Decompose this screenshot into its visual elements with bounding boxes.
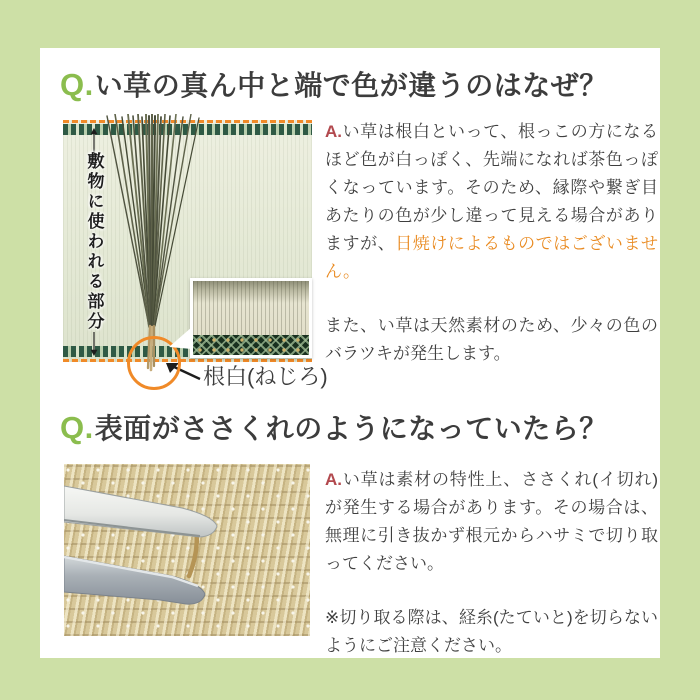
inset-diamond-border bbox=[193, 335, 309, 355]
answer-1-paragraph-1 bbox=[325, 118, 658, 286]
nejiro-label: 根白(ねじろ) bbox=[203, 364, 328, 389]
inset-callout-wedge bbox=[167, 325, 193, 351]
up-arrow-icon bbox=[86, 128, 102, 152]
question-2-text: 表面がささくれのようになっていたら？ bbox=[94, 413, 608, 444]
q1-mark: Q. bbox=[60, 67, 94, 102]
question-1-heading bbox=[60, 62, 640, 108]
scissors-illustration bbox=[64, 464, 310, 636]
inset-weave-texture bbox=[193, 281, 309, 335]
a1-mark: A. bbox=[325, 122, 342, 141]
answer-1-lead: い草は根白といって、根っこの方になるほど色が白っぽく、先端になれば茶色っぽくなっています。そのため、縁際や繋ぎ目あたりの色が少し違って見える場合がありますが、 bbox=[325, 122, 658, 253]
answer-1-paragraph-2: また、い草は天然素材のため、少々の色のバラツキが発生します。 bbox=[325, 316, 658, 363]
answer-1-highlight: 日焼けによるものではございません。 bbox=[325, 234, 659, 281]
a2-mark: A. bbox=[325, 470, 342, 489]
usage-range-annotation bbox=[81, 128, 107, 356]
faq-card bbox=[40, 48, 660, 658]
closeup-inset bbox=[190, 278, 312, 358]
down-arrow-icon bbox=[86, 332, 102, 356]
answer-2-note: ※切り取る際は、経糸(たていと)を切らないようにご注意ください。 bbox=[325, 608, 658, 655]
answer-1 bbox=[325, 118, 658, 394]
scissors-photo bbox=[64, 464, 310, 636]
question-2-heading bbox=[60, 405, 640, 451]
answer-2-paragraph-1 bbox=[325, 466, 658, 578]
question-1-text: い草の真ん中と端で色が違うのはなぜ？ bbox=[94, 70, 608, 101]
usage-range-label: 敷物に使われる部分 bbox=[84, 152, 104, 332]
q2-mark: Q. bbox=[60, 410, 94, 445]
answer-2-lead: い草は素材の特性上、ささくれ(イ切れ)が発生する場合があります。その場合は、無理に引き抜かず根元からハサミで切り取ってください。 bbox=[325, 470, 658, 573]
tatami-rush-photo bbox=[63, 120, 312, 362]
answer-2 bbox=[325, 466, 658, 686]
